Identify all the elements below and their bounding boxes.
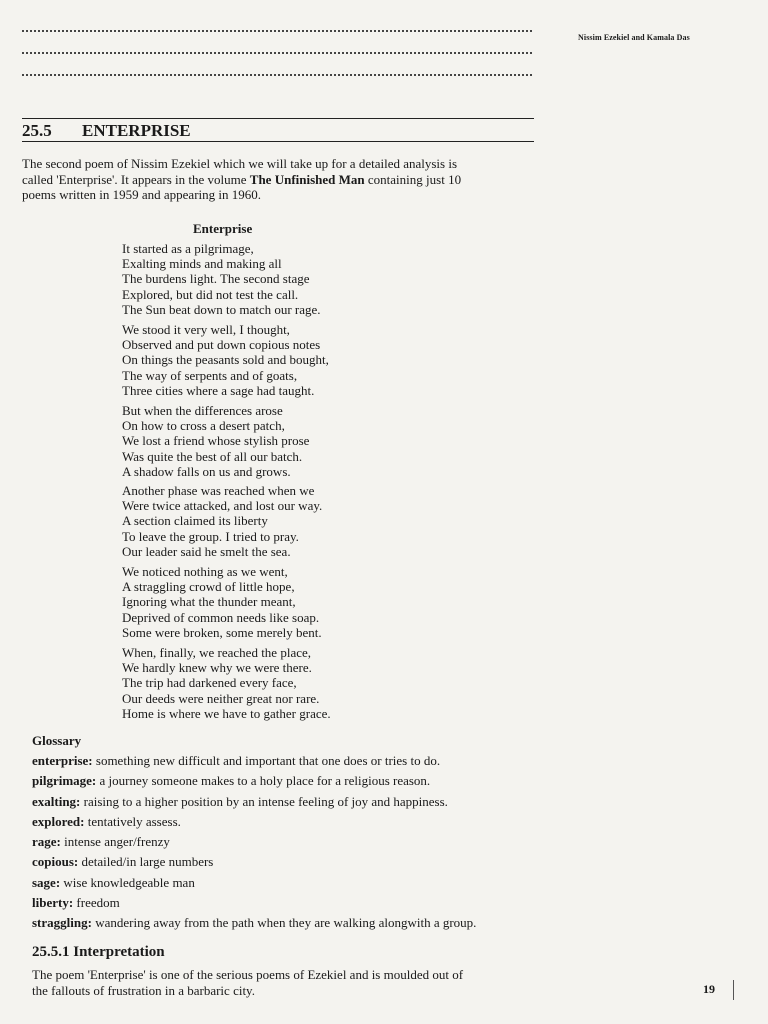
intro-line-1: The second poem of Nissim Ezekiel which we will take up for a detailed analysis is <box>22 156 458 171</box>
glossary-title: Glossary <box>32 733 82 748</box>
poem-line: A shadow falls on us and grows. <box>122 463 291 479</box>
poem-line: The trip had darkened every face, <box>122 675 297 691</box>
poem-line: On things the peasants sold and bought, <box>122 352 329 368</box>
glossary-definition: wandering away from the path when they are walking alongwith a group. <box>91 915 477 931</box>
glossary-definition: detailed/in large numbers <box>78 854 214 870</box>
book-title: The Unfinished Man <box>249 171 365 187</box>
glossary-item <box>32 794 552 814</box>
stanza-4 <box>122 483 322 559</box>
poem-line: A straggling crowd of little hope, <box>122 579 295 595</box>
stanza-5 <box>122 564 322 640</box>
glossary-definition: intense anger/frenzy <box>60 834 170 850</box>
poem-line: The way of serpents and of goats, <box>122 367 298 383</box>
poem-line: Ignoring what the thunder meant, <box>122 594 296 610</box>
glossary-item <box>32 854 552 874</box>
glossary-definition: tentatively assess. <box>84 813 181 829</box>
glossary-item <box>32 915 552 935</box>
glossary-term: pilgrimage: <box>32 773 97 789</box>
glossary-term: sage: <box>32 874 61 890</box>
glossary-term: straggling: <box>32 915 92 931</box>
poem-line: But when the differences arose <box>122 403 283 418</box>
poem-line: Home is where we have to gather grace. <box>122 705 331 721</box>
stanza-2 <box>122 322 329 398</box>
poem-line: Three cities where a sage had taught. <box>122 382 315 398</box>
glossary-term: liberty: <box>32 895 74 911</box>
poem-line: It started as a pilgrimage, <box>122 241 254 256</box>
running-head: Nissim Ezekiel and Kamala Das <box>578 33 690 42</box>
poem-line: The Sun beat down to match our rage. <box>122 301 321 317</box>
answer-line-2 <box>22 52 532 54</box>
poem-line: Exalting minds and making all <box>122 256 282 272</box>
glossary-item <box>32 875 552 895</box>
stanza-6 <box>122 645 331 721</box>
poem-line: When, finally, we reached the place, <box>122 645 312 660</box>
poem-line: Our leader said he smelt the sea. <box>122 543 291 559</box>
glossary-term: enterprise: <box>32 753 93 768</box>
glossary-item <box>32 895 552 915</box>
glossary-term: explored: <box>32 813 85 829</box>
section-title: ENTERPRISE <box>82 121 191 140</box>
glossary-term: copious: <box>32 854 79 870</box>
glossary-definition: a journey someone makes to a holy place for a religious reason. <box>96 773 431 789</box>
intro-line-3: poems written in 1959 and appearing in 1960. <box>22 187 262 202</box>
interpretation-line-1: The poem 'Enterprise' is one of the serious poems of Ezekiel and is moulded out of <box>32 967 464 982</box>
poem-line: Some were broken, some merely bent. <box>122 624 322 640</box>
poem-line: We lost a friend whose stylish prose <box>122 433 310 449</box>
poem-line: Another phase was reached when we <box>122 483 315 498</box>
answer-line-3 <box>22 74 532 76</box>
subsection-heading: 25.5.1 Interpretation <box>32 944 165 960</box>
glossary-definition: freedom <box>73 895 120 911</box>
section-number: 25.5 <box>22 121 52 140</box>
poem-line: Observed and put down copious notes <box>122 337 321 353</box>
poem-line: A section claimed its liberty <box>122 513 268 529</box>
poem-line: To leave the group. I tried to pray. <box>122 528 299 544</box>
glossary-definition: wise knowledgeable man <box>60 874 195 890</box>
stanza-3 <box>122 403 309 479</box>
poem-line: Were twice attacked, and lost our way. <box>122 498 323 514</box>
glossary-term: exalting: <box>32 793 81 809</box>
poem-line: Was quite the best of all our batch. <box>122 448 303 464</box>
poem-line: The burdens light. The second stage <box>122 271 310 287</box>
page-number: 19 <box>703 982 715 996</box>
poem-title: Enterprise <box>193 221 253 236</box>
poem-line: On how to cross a desert patch, <box>122 418 285 434</box>
poem-line: We hardly knew why we were there. <box>122 660 312 676</box>
poem-line: Our deeds were neither great nor rare. <box>122 690 320 706</box>
glossary-definition: raising to a higher position by an intense feeling of joy and happiness. <box>80 793 448 809</box>
glossary-item <box>32 814 552 834</box>
poem-line: Explored, but did not test the call. <box>122 286 299 302</box>
poem-line: Deprived of common needs like soap. <box>122 609 320 625</box>
interpretation-line-2: the fallouts of frustration in a barbaric city. <box>32 982 255 998</box>
glossary-item <box>32 834 552 854</box>
intro-line-2b: containing just 10 <box>364 171 462 187</box>
glossary <box>32 733 552 936</box>
answer-line-1 <box>22 30 532 32</box>
intro-line-2a: called 'Enterprise'. It appears in the volume <box>22 171 250 187</box>
page-edge-rule <box>733 980 734 1000</box>
stanza-1 <box>122 241 321 317</box>
glossary-definition: something new difficult and important that one does or tries to do. <box>92 753 441 768</box>
glossary-item <box>32 753 552 773</box>
interpretation-paragraph <box>32 967 542 998</box>
glossary-item <box>32 773 552 793</box>
poem-line: We stood it very well, I thought, <box>122 322 290 337</box>
poem-line: We noticed nothing as we went, <box>122 564 288 579</box>
intro-paragraph <box>22 156 542 203</box>
glossary-term: rage: <box>32 834 61 850</box>
section-heading <box>22 118 534 142</box>
